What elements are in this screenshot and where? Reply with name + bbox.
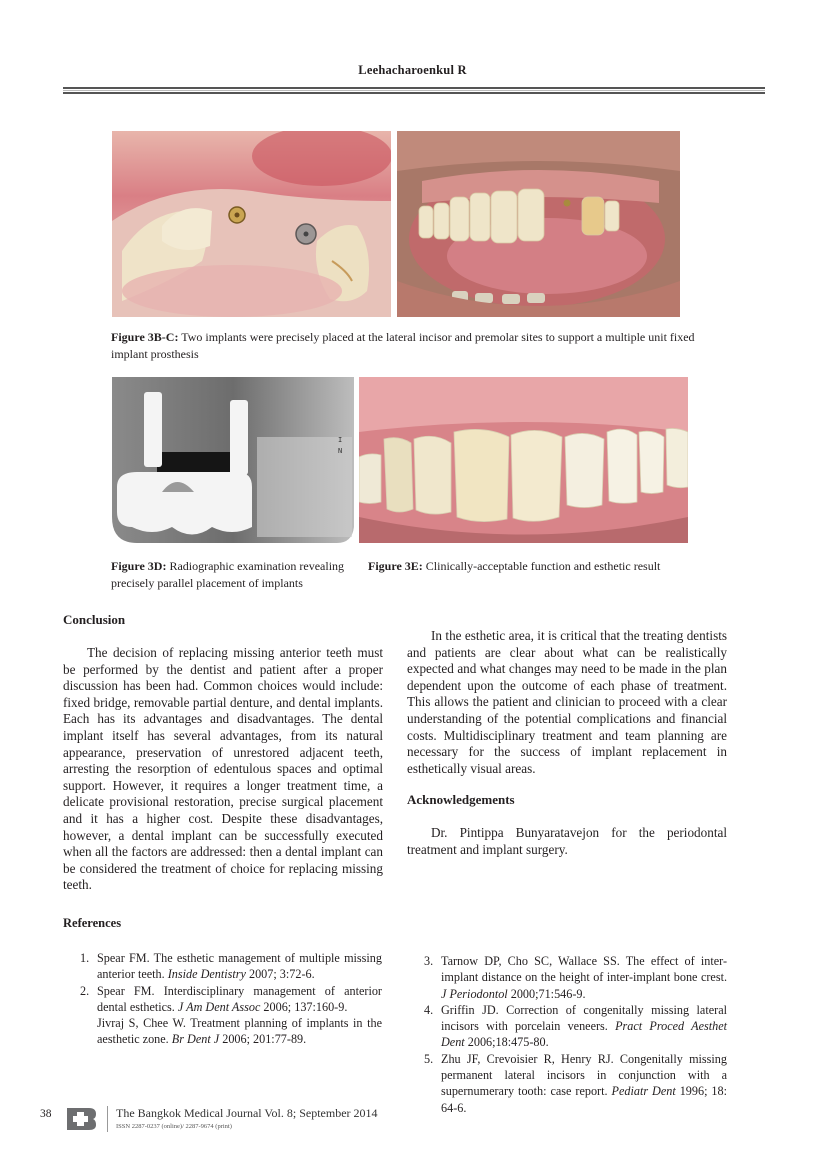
references-list-left <box>80 950 382 1048</box>
svg-text:N: N <box>338 447 343 455</box>
figure-3bc-label: Figure 3B-C: <box>111 330 179 344</box>
page-number: 38 <box>40 1108 52 1120</box>
reference-item: 1. Spear FM. The esthetic management of multiple missing anterior teeth. Inside Dentistry 2007; 3:72-6. <box>80 951 382 982</box>
references-list-right <box>424 953 727 1116</box>
figure-3e-label: Figure 3E: <box>368 559 423 573</box>
figure-3e-text: Clinically-acceptable function and esthetic result <box>422 559 661 573</box>
reference-item: 4. Griffin JD. Correction of congenitally missing lateral incisors with porcelain veneers. Pract Proced Aesthet Dent 2006;18:475-80. <box>424 1002 727 1050</box>
acknowledgements-heading: Acknowledgements <box>407 792 515 807</box>
radiograph-marker: I <box>338 436 343 444</box>
figure-3d-text: Radiographic examination revealing precisely parallel placement of implants <box>111 559 345 590</box>
footer-separator <box>107 1106 108 1132</box>
reference-item: 5. Zhu JF, Crevoisier R, Henry RJ. Congenitally missing permanent lateral incisors in conjunction with a supernumerary tooth: case report. Pediatr Dent 1996; 18: 64-6. <box>424 1051 727 1115</box>
reference-item: 2. Spear FM. Interdisciplinary management of anterior dental esthetics. J Am Dent Assoc 2006; 137:160-9. <box>80 983 382 1014</box>
figure-3d-label: Figure 3D: <box>111 559 167 573</box>
conclusion-paragraph-2: In the esthetic area, it is critical that the treating dentists and patients are clear about what can be realistically expected and what changes may need to be made in the plan dependent upon the outcome of each phase of treatment. This allows the patient and clinician to proceed with a clear understanding of the potential complications and financial costs. Multidisciplinary treatment and team planning are necessary for the success of implant replacement in esthetically visual areas. <box>407 628 727 776</box>
header-rule-mid <box>63 90 765 91</box>
references-heading: References <box>63 916 122 930</box>
figure-3e-caption <box>368 558 698 575</box>
issn: ISSN 2287-0237 (online)/ 2287-9674 (print) <box>116 1123 232 1130</box>
figure-3d-radiograph <box>112 377 354 543</box>
journal-logo-icon <box>65 1106 98 1132</box>
acknowledgements-text: Dr. Pintippa Bunyaratavejon for the periodontal treatment and implant surgery. <box>407 825 727 857</box>
running-head: Leehacharoenkul R <box>358 63 467 77</box>
reference-item: 3. Tarnow DP, Cho SC, Wallace SS. The effect of inter-implant distance on the height of inter-implant bone crest. J Periodontol 2000;71:546-9. <box>424 954 727 1001</box>
figure-3e-photo <box>359 377 688 543</box>
reference-item: Jivraj S, Chee W. Treatment planning of implants in the aesthetic zone. Br Dent J 2006; 201:77-89. <box>97 1016 382 1047</box>
header-rule <box>63 87 765 89</box>
figure-3c-photo <box>397 131 680 317</box>
figure-3bc-caption <box>111 329 701 363</box>
journal-citation: The Bangkok Medical Journal Vol. 8; September 2014 <box>116 1106 378 1120</box>
figure-3d-caption <box>111 558 361 592</box>
header-rule-bottom <box>63 92 765 94</box>
conclusion-paragraph-1: The decision of replacing missing anterior teeth must be performed by the dentist and patient after a proper discussion has been had. Common choices would include: fixed bridge, removable partial denture, and dental implants. Each has its advantages and disadvantages. The dental implant itself has several advantages, from its natural appearance, preservation of unrestored adjacent teeth, arresting the resorption of edentulous spaces and optimal support. However, it requires a longer treatment time, a delicate provisional restoration, precise surgical placement and it has a higher cost. Despite these disadvantages, however, a dental implant can be successfully executed when all the factors are addressed: then a dental implant can be considered the treatment of choice for replacing missing teeth. <box>63 645 383 893</box>
figure-3b-photo <box>112 131 391 317</box>
conclusion-heading: Conclusion <box>63 612 126 627</box>
figure-3bc-text: Two implants were precisely placed at the lateral incisor and premolar sites to support a multiple unit fixed implant prosthesis <box>111 330 695 361</box>
